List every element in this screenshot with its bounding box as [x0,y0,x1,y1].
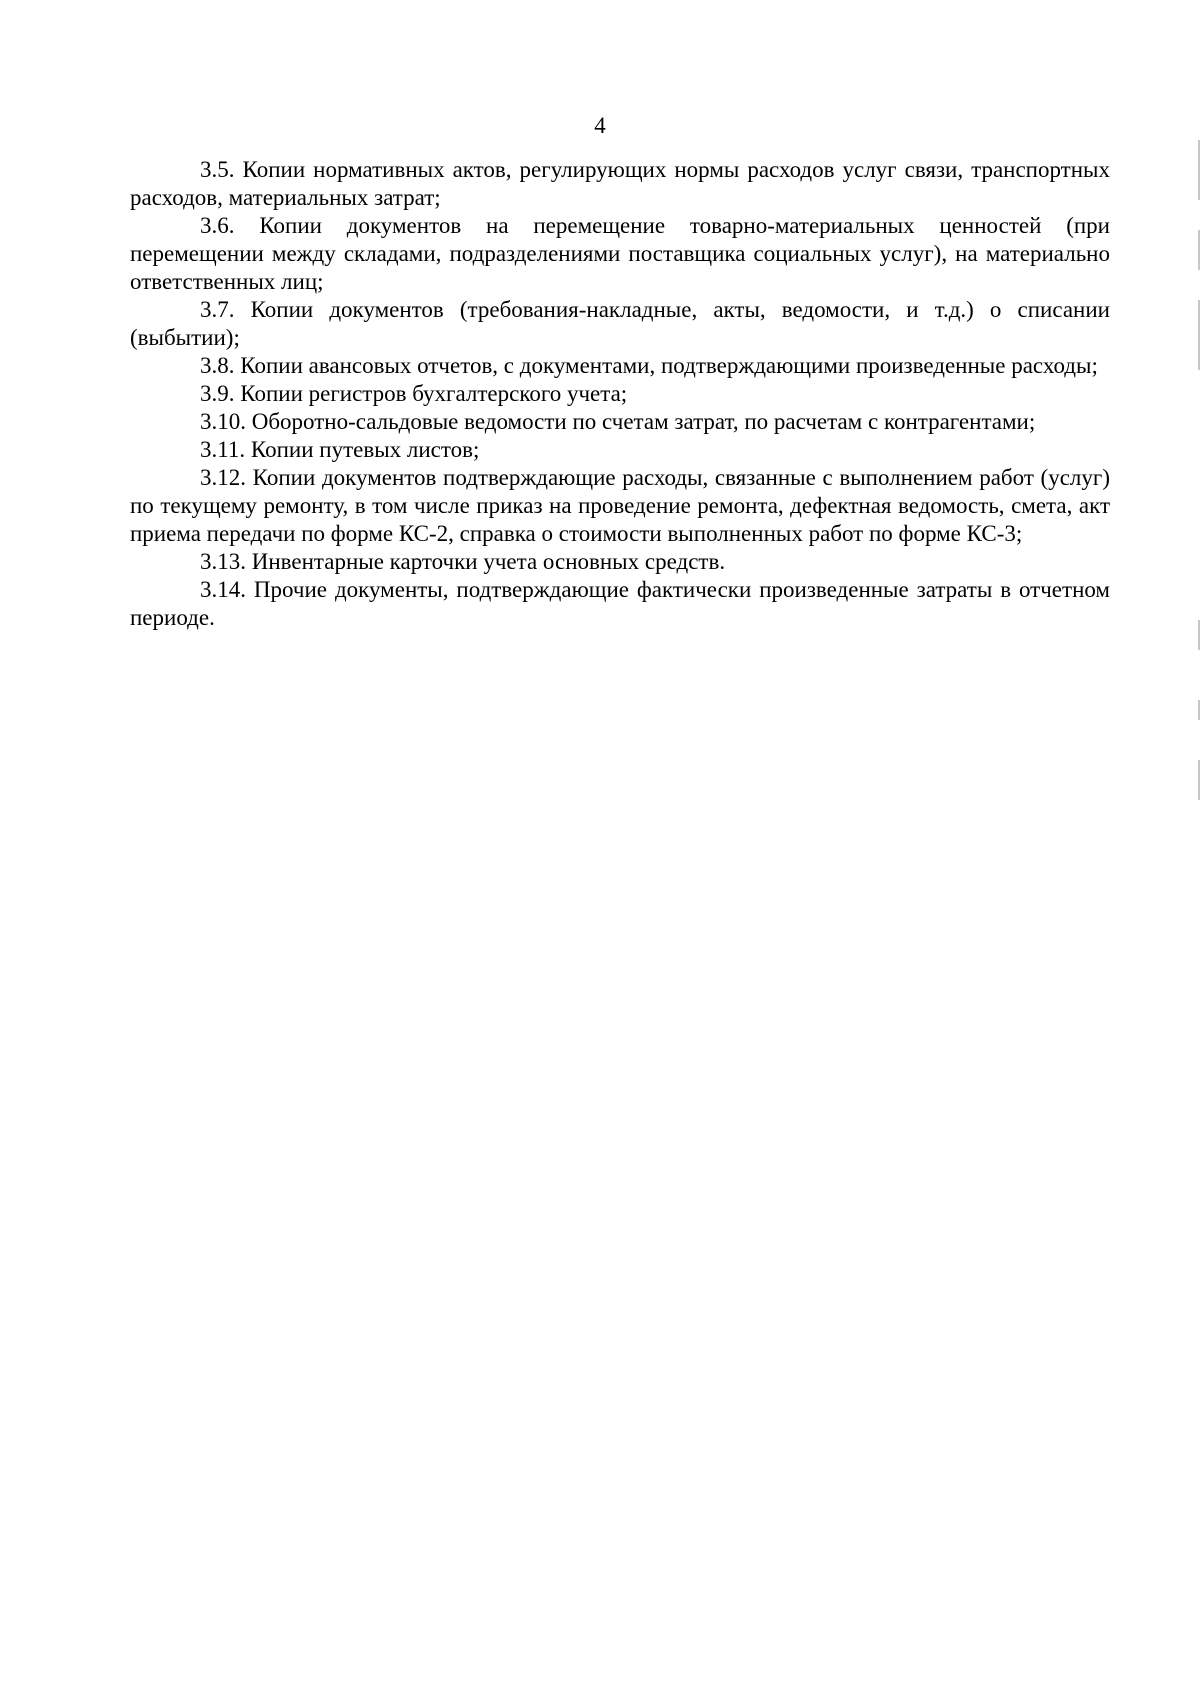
paragraph-3-13: 3.13. Инвентарные карточки учета основных средств. [200,549,726,574]
paragraph-3-6: 3.6. Копии документов на перемещение товарно-материальных ценностей (при перемещении между складами, подразделениями поставщика социальных услуг), на материально ответственных лиц; [130,213,1110,294]
paragraph-3-8: 3.8. Копии авансовых отчетов, с документами, подтверждающими произведенные расходы; [200,353,1098,378]
paragraph-3-12: 3.12. Копии документов подтверждающие расходы, связанные с выполнением работ (услуг) по текущему ремонту, в том числе приказ на проведение ремонта, дефектная ведомость, смета, акт приема передачи по форме КС-2, справка о стоимости выполненных работ по форме КС-3; [130,465,1110,546]
paragraph-3-5: 3.5. Копии нормативных актов, регулирующих нормы расходов услуг связи, транспортных расходов, материальных затрат; [130,157,1110,210]
paragraph-3-14: 3.14. Прочие документы, подтверждающие фактически произведенные затраты в отчетном периоде. [130,577,1110,630]
paragraph-3-11: 3.11. Копии путевых листов; [200,437,480,462]
paragraph-3-10: 3.10. Оборотно-сальдовые ведомости по счетам затрат, по расчетам с контрагентами; [200,409,1036,434]
document-body [130,156,1110,632]
paragraph-3-7: 3.7. Копии документов (требования-накладные, акты, ведомости, и т.д.) о списании (выбытии); [130,297,1110,350]
paragraph-3-9: 3.9. Копии регистров бухгалтерского учета; [200,381,628,406]
page-number: 4 [594,113,606,138]
